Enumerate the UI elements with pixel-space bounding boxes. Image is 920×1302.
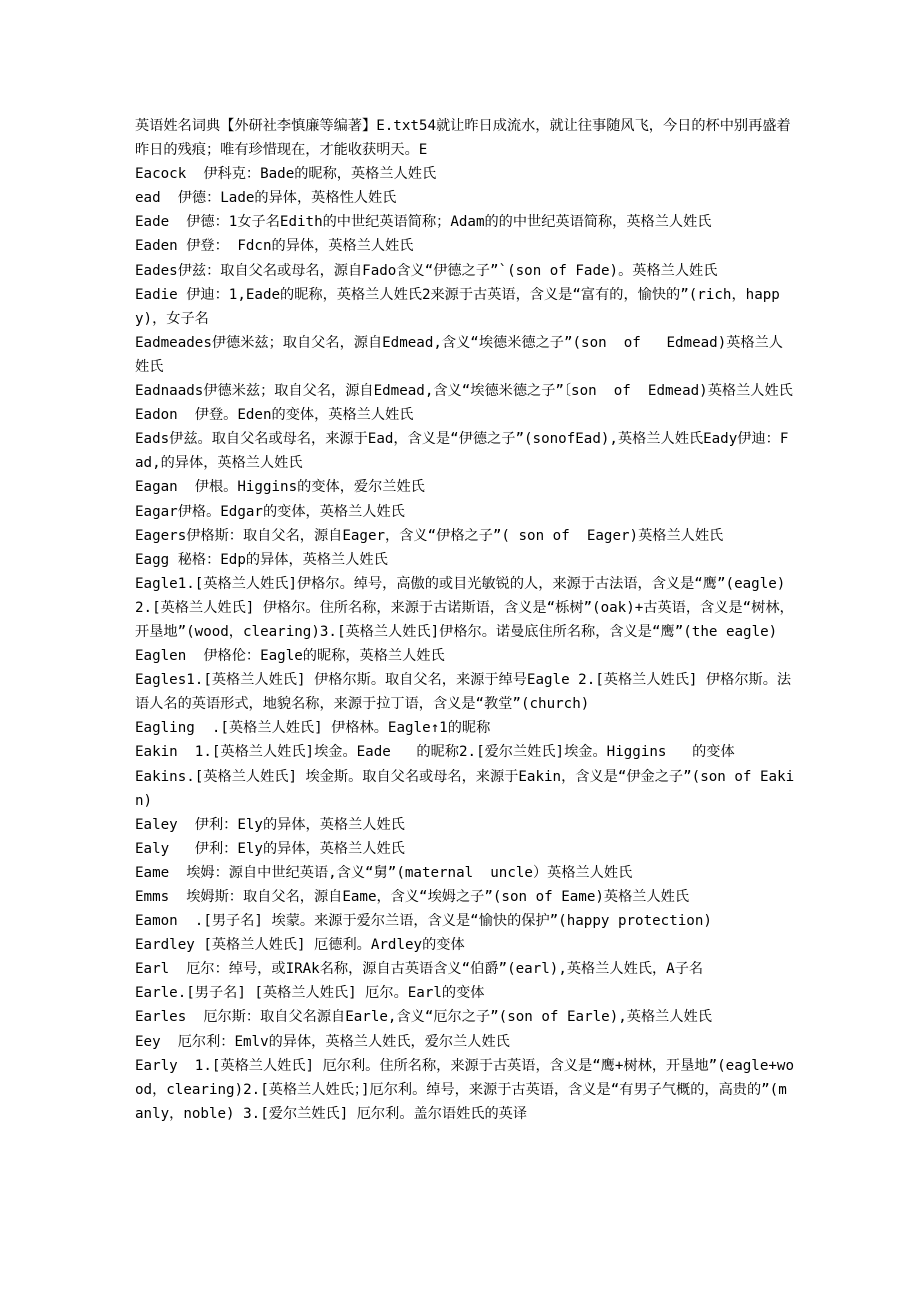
dictionary-entry: Eagers伊格斯：取自父名，源自Eager，含义“伊格之子”( son of Eager)英格兰人姓氏 xyxy=(135,527,724,544)
dictionary-entry: Eaglen 伊格伦：Eagle的昵称，英格兰人姓氏 xyxy=(135,648,445,665)
dictionary-entry: Eadmeades伊德米兹；取自父名，源自Edmead,含义“埃德米德之子”(son of Edmead)英格兰人姓氏 xyxy=(135,334,783,375)
dictionary-entry: Eade 伊德：1女子名Edith的中世纪英语简称；Adam的的中世纪英语简称，英格兰人姓氏 xyxy=(135,214,712,231)
dictionary-entry: Emms 埃姆斯：取自父名，源自Eame，含义“埃姆之子”(son of Eame)英格兰人姓氏 xyxy=(135,889,690,905)
dictionary-entry: Eagling .[英格兰人姓氏] 伊格林。Eagle↑1的昵称 xyxy=(135,720,491,737)
dictionary-entry: Eaden 伊登： Fdcn的异体，英格兰人姓氏 xyxy=(135,238,414,255)
dictionary-entry: Eamon .[男子名] 埃蒙。来源于爱尔兰语，含义是“愉快的保护”(happy protection) xyxy=(135,913,712,930)
dictionary-entry: Eakins.[英格兰人姓氏] 埃金斯。取自父名或母名，来源于Eakin，含义是“伊金之子”(son of Eakin) xyxy=(135,768,795,809)
dictionary-entry: Eakin 1.[英格兰人姓氏]埃金。Eade 的昵称2.[爱尔兰姓氏]埃金。Higgins 的变体 xyxy=(135,744,735,761)
dictionary-entry: Earl 厄尔：绰号，或IRAk名称，源自古英语含义“伯爵”(earl),英格兰人姓氏，A子名 xyxy=(135,961,704,978)
dictionary-entry: Eame 埃姆：源自中世纪英语,含义“舅”(maternal uncle）英格兰人姓氏 xyxy=(135,864,633,881)
dictionary-entry: Eads伊兹。取自父名或母名，来源于Ead，含义是“伊德之子”(sonofEad),英格兰人姓氏Eady伊迪：Fad,的异体，英格兰人姓氏 xyxy=(135,431,789,472)
dictionary-entry: Eagan 伊根。Higgins的变体，爱尔兰姓氏 xyxy=(135,479,425,496)
dictionary-entry: Eades伊兹：取自父名或母名，源自Fado含义“伊德之子”`(son of Fade)。英格兰人姓氏 xyxy=(135,262,718,279)
dictionary-entry: Eacock 伊科克：Bade的昵称，英格兰人姓氏 xyxy=(135,166,437,183)
dictionary-entry: ead 伊德：Lade的异体，英格性人姓氏 xyxy=(135,190,397,207)
dictionary-entry: Eagar伊格。Edgar的变体，英格兰人姓氏 xyxy=(135,503,405,520)
dictionary-entry: Ealey 伊利：Ely的异体，英格兰人姓氏 xyxy=(135,816,405,833)
dictionary-entry: Eardley [英格兰人姓氏] 厄德利。Ardley的变体 xyxy=(135,937,465,954)
dictionary-entry: Eagg 秘格：Edp的异体，英格兰人姓氏 xyxy=(135,551,388,568)
dictionary-entry: Eadnaads伊德米兹；取自父名，源自Edmead,含义“埃德米德之子”〔son of Edmead)英格兰人姓氏 xyxy=(135,383,793,400)
dictionary-entry: Earles 厄尔斯：取自父名源自Earle,含义“厄尔之子”(son of Earle),英格兰人姓氏 xyxy=(135,1009,712,1026)
dictionary-entry: Eagles1.[英格兰人姓氏] 伊格尔斯。取自父名，来源于绰号Eagle 2.[英格兰人姓氏] 伊格尔斯。法语人名的英语形式，地貌名称，来源于拉丁语，含义是“教堂”(church) xyxy=(135,672,792,713)
dictionary-entry: Eey 厄尔利：Emlv的异体，英格兰人姓氏，爱尔兰人姓氏 xyxy=(135,1033,510,1050)
dictionary-entry: Eadon 伊登。Eden的变体，英格兰人姓氏 xyxy=(135,407,414,424)
dictionary-entry: Ealy 伊利：Ely的异体，英格兰人姓氏 xyxy=(135,840,405,857)
dictionary-entry: Earle.[男子名] [英格兰人姓氏] 厄尔。Earl的变体 xyxy=(135,985,485,1002)
document-body xyxy=(135,114,795,1126)
dictionary-entry: Early 1.[英格兰人姓氏] 厄尔利。住所名称，来源于古英语，含义是“鹰+树林，开垦地”(eagle+wood，clearing)2.[英格兰人姓氏；]厄尔利。绰号，来源于古英语，含义是“有男子气概的，高贵的”(manly，noble) 3.[爱尔兰姓氏] 厄尔利。盖尔语姓氏的英译 xyxy=(135,1057,795,1122)
dictionary-entry: Eagle1.[英格兰人姓氏]伊格尔。绰号，高傲的或目光敏锐的人，来源于古法语，含义是“鹰”(eagle) 2.[英格兰人姓氏] 伊格尔。住所名称，来源于古诺斯语，含义是“栎树”(oak)+古英语，含义是“树林，开垦地”(wood，clearing)3.[英格兰人姓氏]伊格尔。诺曼底住所名称，含义是“鹰”(the eagle) xyxy=(135,575,794,640)
dictionary-entry: Eadie 伊迪：1,Eade的昵称，英格兰人姓氏2来源于古英语，含义是“富有的，愉快的”(rich，happy)，女子名 xyxy=(135,286,780,327)
document-intro-line: 英语姓名词典【外研社李慎廉等编著】E.txt54就让昨日成流水，就让往事随风飞，今日的杯中别再盛着昨日的残痕；唯有珍惜现在，才能收获明天。E xyxy=(135,118,791,159)
